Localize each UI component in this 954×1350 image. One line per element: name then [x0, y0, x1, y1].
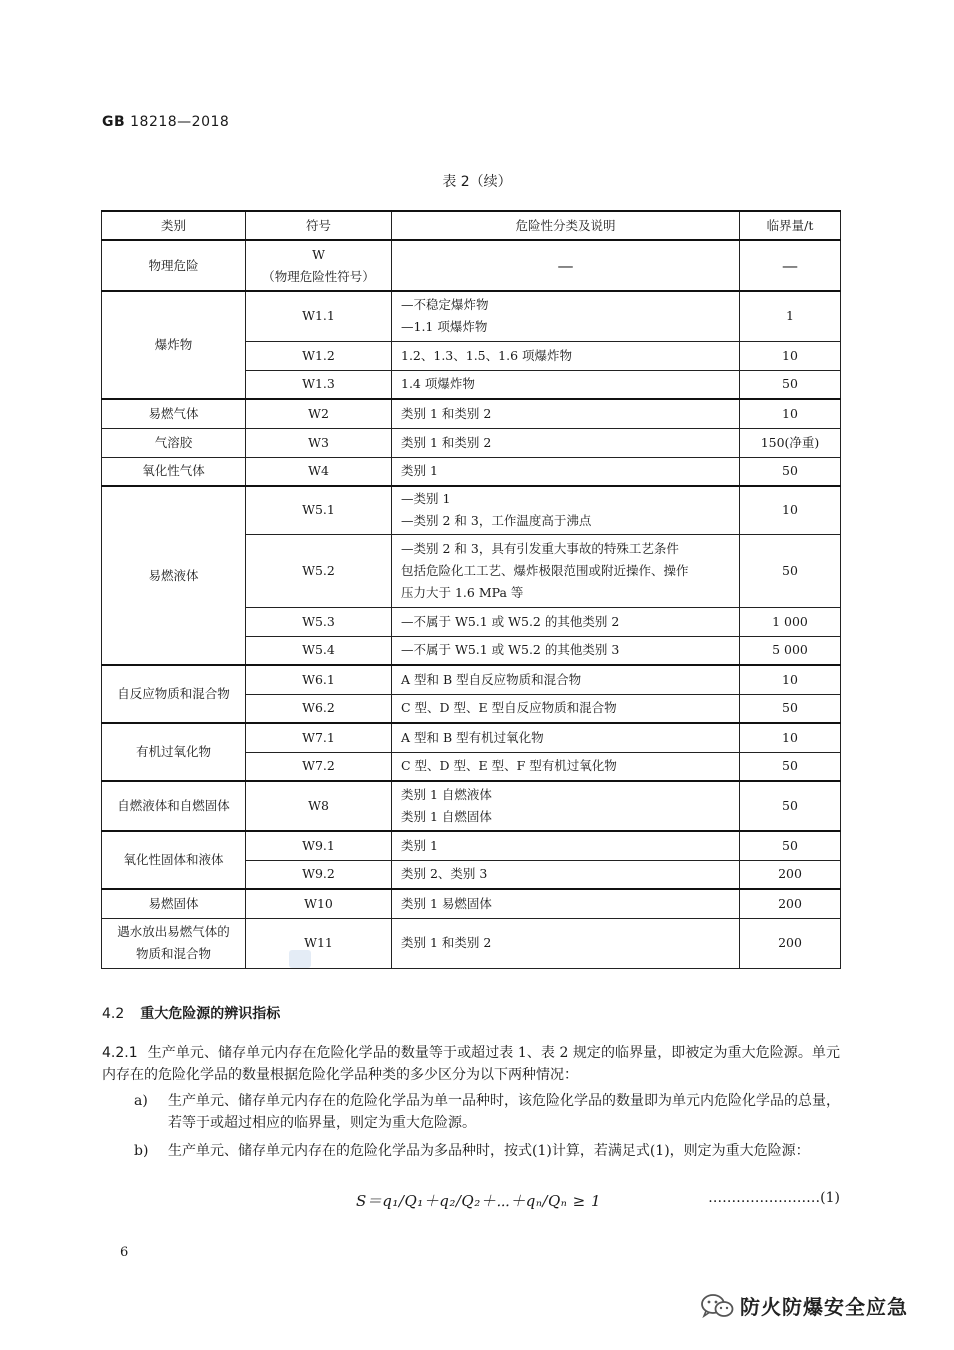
symbol-cell: W5.1: [246, 486, 392, 534]
category-line: 遇水放出易燃气体的: [117, 924, 230, 939]
description-cell: [392, 291, 740, 341]
threshold-cell: 1 000: [740, 607, 841, 636]
symbol-cell: W5.2: [246, 534, 392, 607]
symbol-cell: W6.1: [246, 665, 392, 694]
symbol-line: （物理危险性符号）: [262, 268, 375, 284]
description-line: —1.1 项爆炸物: [401, 319, 488, 335]
symbol-cell: W9.1: [246, 831, 392, 860]
equation-number: ……………………(1): [708, 1190, 840, 1206]
description-cell: 类别 2、类别 3: [392, 860, 740, 889]
symbol-cell: W1.1: [246, 291, 392, 341]
item-text: 生产单元、储存单元内存在的危险化学品为单一品种时，该危险化学品的数量即为单元内危险化学品的总量，若等于或超过相应的临界量，则定为重大危险源。: [168, 1093, 840, 1131]
category-cell: 自反应物质和混合物: [102, 665, 246, 723]
symbol-cell: W11: [246, 918, 392, 968]
threshold-cell: 50: [740, 370, 841, 399]
threshold-cell: 200: [740, 889, 841, 918]
description-cell: 类别 1: [392, 457, 740, 486]
description-line: —类别 1: [401, 491, 451, 507]
header-symbol: 符号: [246, 211, 392, 240]
watermark-text: 防火防爆安全应急: [740, 1295, 908, 1319]
description-cell: C 型、D 型、E 型、F 型有机过氧化物: [392, 752, 740, 781]
section-title: 重大危险源的辨识指标: [140, 1006, 281, 1022]
clause-text: 生产单元、储存单元内存在危险化学品的数量等于或超过表 1、表 2 规定的临界量，即被定为重大危险源。单元内存在的危险化学品的数量根据危险化学品种类的多少区分为以下两种情况：: [102, 1045, 840, 1083]
clause-number: 4.2.1: [102, 1045, 138, 1061]
threshold-cell: 200: [740, 918, 841, 968]
watermark: [700, 1291, 908, 1320]
header-description: 危险性分类及说明: [392, 211, 740, 240]
threshold-cell: 10: [740, 486, 841, 534]
description-cell: 1.2、1.3、1.5、1.6 项爆炸物: [392, 341, 740, 370]
description-cell: C 型、D 型、E 型自反应物质和混合物: [392, 694, 740, 723]
description-line: 包括危险化工工艺、爆炸极限范围或附近操作、操作: [401, 562, 689, 578]
description-cell: 1.4 项爆炸物: [392, 370, 740, 399]
header-category: 类别: [102, 211, 246, 240]
description-line: 压力大于 1.6 MPa 等: [401, 584, 524, 600]
description-cell: 类别 1: [392, 831, 740, 860]
hazard-threshold-table: [101, 210, 841, 969]
faint-stamp-mark: [289, 950, 311, 968]
formula: S＝q₁/Q₁＋q₂/Q₂＋⋯＋qₙ/Qₙ ≥ 1: [356, 1192, 601, 1210]
description-cell: [392, 534, 740, 607]
threshold-cell: 50: [740, 534, 841, 607]
category-cell: 自燃液体和自燃固体: [102, 781, 246, 831]
symbol-cell: W7.2: [246, 752, 392, 781]
threshold-cell: 10: [740, 665, 841, 694]
symbol-cell: W1.2: [246, 341, 392, 370]
category-cell: 氧化性固体和液体: [102, 831, 246, 889]
table-row: [102, 486, 841, 534]
description-cell: 类别 1 易燃固体: [392, 889, 740, 918]
symbol-cell: W6.2: [246, 694, 392, 723]
threshold-cell: 50: [740, 694, 841, 723]
table-row: [102, 831, 841, 860]
standard-code: GB: [102, 114, 126, 130]
item-text: 生产单元、储存单元内存在的危险化学品为多品种时，按式(1)计算，若满足式(1)，则定为重大危险源：: [168, 1143, 810, 1159]
section-number: 4.2: [102, 1006, 125, 1022]
category-line: 物质和混合物: [135, 946, 211, 961]
table-caption: 表 2（续）: [442, 174, 512, 190]
threshold-cell: 5 000: [740, 636, 841, 665]
category-cell: 物理危险: [102, 240, 246, 291]
description-cell: —: [392, 240, 740, 291]
threshold-cell: 50: [740, 752, 841, 781]
description-cell: [392, 486, 740, 534]
standard-id: [102, 114, 229, 130]
description-cell: A 型和 B 型有机过氧化物: [392, 723, 740, 752]
description-line: 类别 1 自燃固体: [401, 809, 492, 824]
category-cell: 有机过氧化物: [102, 723, 246, 781]
item-label: b): [134, 1143, 149, 1159]
table-row: [102, 665, 841, 694]
clause-paragraph: [102, 1042, 840, 1086]
table-row: [102, 723, 841, 752]
description-cell: —不属于 W5.1 或 W5.2 的其他类别 3: [392, 636, 740, 665]
symbol-cell: W9.2: [246, 860, 392, 889]
item-label: a): [134, 1093, 148, 1109]
description-cell: A 型和 B 型自反应物质和混合物: [392, 665, 740, 694]
symbol-cell: W3: [246, 428, 392, 457]
table-header-row: [102, 211, 841, 240]
table-row: [102, 889, 841, 918]
description-cell: [392, 781, 740, 831]
threshold-cell: 50: [740, 781, 841, 831]
threshold-cell: 50: [740, 831, 841, 860]
list-item: [134, 1090, 840, 1134]
threshold-cell: 1: [740, 291, 841, 341]
threshold-cell: 10: [740, 723, 841, 752]
symbol-cell: W1.3: [246, 370, 392, 399]
symbol-cell: W7.1: [246, 723, 392, 752]
description-cell: —不属于 W5.1 或 W5.2 的其他类别 2: [392, 607, 740, 636]
category-cell: 易燃固体: [102, 889, 246, 918]
section-heading: [102, 1003, 280, 1023]
description-cell: 类别 1 和类别 2: [392, 918, 740, 968]
threshold-cell: —: [740, 240, 841, 291]
table-row: [102, 918, 841, 968]
wechat-icon: [700, 1293, 734, 1319]
threshold-cell: 150(净重): [740, 428, 841, 457]
category-cell: 易燃液体: [102, 486, 246, 665]
description-cell: 类别 1 和类别 2: [392, 399, 740, 428]
symbol-cell: W5.3: [246, 607, 392, 636]
table-row: [102, 291, 841, 341]
category-cell: 气溶胶: [102, 428, 246, 457]
header-threshold: 临界量/t: [740, 211, 841, 240]
page-number: 6: [120, 1245, 129, 1260]
threshold-cell: 200: [740, 860, 841, 889]
threshold-cell: 10: [740, 341, 841, 370]
description-cell: 类别 1 和类别 2: [392, 428, 740, 457]
table-row: [102, 428, 841, 457]
standard-number: 18218—2018: [130, 114, 230, 130]
symbol-cell: W5.4: [246, 636, 392, 665]
symbol-cell: [246, 240, 392, 291]
category-cell: 爆炸物: [102, 291, 246, 399]
description-line: 类别 1 自燃液体: [401, 787, 492, 802]
category-cell: 氧化性气体: [102, 457, 246, 486]
description-line: —类别 2 和 3，工作温度高于沸点: [401, 513, 592, 529]
description-line: —类别 2 和 3，具有引发重大事故的特殊工艺条件: [401, 540, 679, 556]
symbol-line: W: [312, 246, 325, 262]
table-row: [102, 399, 841, 428]
table-row: [102, 240, 841, 291]
table-row: [102, 781, 841, 831]
symbol-cell: W4: [246, 457, 392, 486]
symbol-cell: W8: [246, 781, 392, 831]
category-cell: [102, 918, 246, 968]
list-item: [134, 1140, 840, 1162]
table-row: [102, 457, 841, 486]
threshold-cell: 50: [740, 457, 841, 486]
symbol-cell: W10: [246, 889, 392, 918]
category-cell: 易燃气体: [102, 399, 246, 428]
description-line: —不稳定爆炸物: [401, 297, 489, 313]
symbol-cell: W2: [246, 399, 392, 428]
threshold-cell: 10: [740, 399, 841, 428]
